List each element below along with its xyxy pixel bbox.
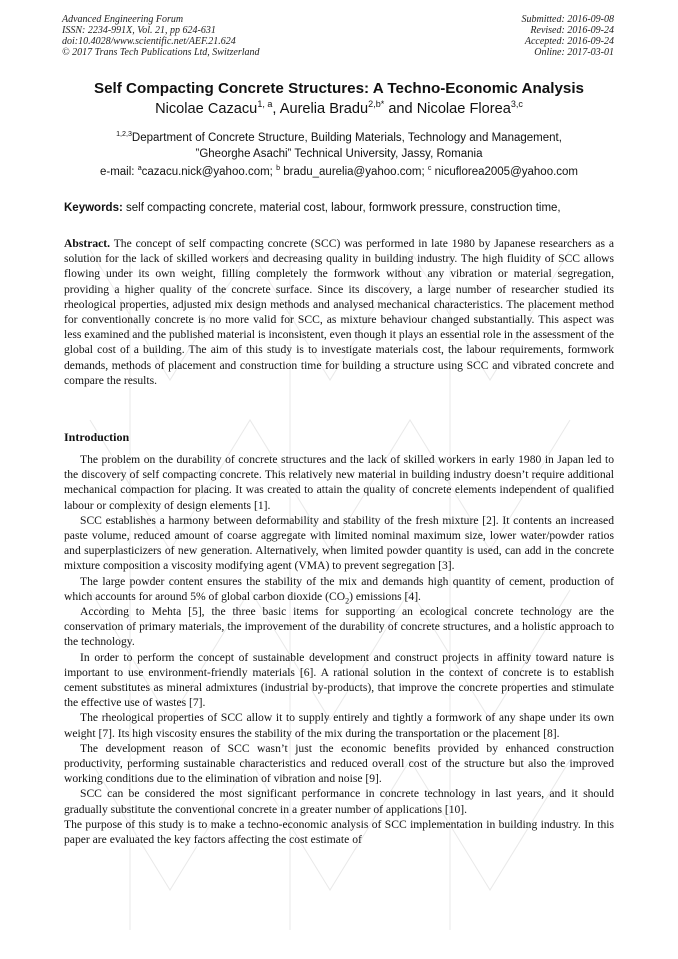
revised-date: Revised: 2016-09-24 [530,25,614,36]
author-superscript: 2,b* [368,99,385,110]
author-superscript: 3,c [510,99,523,110]
publication-dates [522,14,615,58]
affiliation [40,130,638,162]
email-superscript: b [276,164,281,173]
affiliation-superscript: 1,2,3 [116,130,132,139]
paragraph: SCC can be considered the most significant performance in concrete technology in last years, and it should gradually substitute the conventional concrete in a greater number of applications [10]. [64,787,614,816]
paragraph: According to Mehta [5], the three basic items for supporting an ecological concrete technology are the conservation of primary materials, the improvement of the durability of concrete structures, and a holistic approach to the technology. [64,605,614,649]
email-label: e-mail: [99,166,138,178]
section-heading-introduction: Introduction [64,430,130,444]
copyright-line: © 2017 Trans Tech Publications Ltd, Switzerland [62,47,260,58]
affiliation-line-1: Department of Concrete Structure, Building Materials, Technology and Management, [131,132,562,144]
paragraph: SCC establishes a harmony between deformability and stability of the fresh mixture [2]. It contents an increased paste volume, reduced amount of coarse aggregate with limited nominal maximum size, lower water/powder ratios and superplasticizers of new generation. Alternatively, when limited powder quantity is used, can add in the concrete mixture composition a viscosity modifying agent (VMA) to prevent segregation [3]. [64,513,614,573]
paragraph [64,574,614,604]
keywords [64,202,624,214]
online-date: Online: 2017-03-01 [534,47,614,58]
author-name: Nicolae Florea [416,101,511,117]
abstract [64,236,614,388]
author-name: Aurelia Bradu [279,101,369,117]
paragraph: The development reason of SCC wasn’t just the economic benefits provided by enhanced construction productivity, performing sustainable characteristics and reduced overall cost of the structure but also the improved working conditions due to the elimination of vibration and noise [9]. [64,741,614,786]
doi-line: doi:10.4028/www.scientific.net/AEF.21.624 [62,36,236,47]
email-address[interactable]: bradu_aurelia@yahoo.com; [280,166,428,178]
accepted-date: Accepted: 2016-09-24 [524,36,614,47]
keywords-text: self compacting concrete, material cost, labour, formwork pressure, construction time, [122,202,561,214]
subscript: 2 [345,596,350,606]
paragraph: The problem on the durability of concrete structures and the lack of skilled workers in early 1980 in Japan led to the discovery of self compacting concrete. This relatively new material in building industry doesn’t require additional mechanical compaction for placing. It was created to attain the quality of concrete elements independent of qualified labour or complexity of design elements [1]. [64,453,614,512]
submitted-date: Submitted: 2016-09-08 [521,14,614,25]
email-superscript: c [427,164,432,173]
introduction-body [64,452,614,847]
author-separator: , [272,101,280,117]
affiliation-line-2: ”Gheorghe Asachi” Technical University, Jassy, Romania [195,148,483,160]
journal-name: Advanced Engineering Forum [62,14,184,25]
paper-title: Self Compacting Concrete Structures: A Techno-Economic Analysis [93,80,585,97]
paragraph-text: The large powder content ensures the stability of the mix and demands high quantity of cement, production of which accounts for around 5% of global carbon dioxide (CO [64,574,614,603]
journal-info [62,14,260,58]
paragraph: The rheological properties of SCC allow it to supply entirely and tightly a formwork of any shape under its own weight [7]. Its high viscosity ensures the stability of the mix during the transportation or the placement [8]. [64,711,614,740]
author-name: Nicolae Cazacu [155,101,258,117]
author-separator: and [384,101,417,117]
issn-line: ISSN: 2234-991X, Vol. 21, pp 624-631 [62,25,216,36]
email-address[interactable]: cazacu.nick@yahoo.com; [141,166,277,178]
keywords-label: Keywords: [64,202,123,214]
abstract-label: Abstract. [64,237,111,250]
paragraph: In order to perform the concept of sustainable development and construct projects in affinity toward nature is important to use environment-friendly materials [6]. A rational solution in the context of concrete is to establish cement substitutes as mineral admixtures (industrial by-products), that improve the concrete properties and stimulate the effective use of wastes [7]. [64,650,614,710]
email-address[interactable]: nicuflorea2005@yahoo.com [431,166,579,178]
email-superscript: a [137,164,142,173]
paragraph: The purpose of this study is to make a techno-economic analysis of SCC implementation in building industry. In this paper are evaluated the key factors affecting the cost estimate of [64,817,614,847]
author-emails [40,166,638,178]
author-list [40,101,638,117]
paragraph-text: ) emissions [4]. [349,589,421,603]
abstract-text: The concept of self compacting concrete (SCC) was performed in late 1980 by Japanese researchers as a solution for the lack of skilled workers and decreasing quality in building industry. The high fluidity of SCC allows flowing under its own weight, filling completely the formwork without any vibration or material segregation, providing a higher quality of the concrete surface. Since its discovery, a large number of researcher studied its rheological properties, adjusted mix design methods and analysed mechanical characteristics. The placement method for conventionally concrete is no more valid for SCC, as mixture behaviour changed substantially. This aspect was less examined and the published material is inconsistent, even though it plays an essential role in the assessment of the global cost of a building. The aim of this study is to investigate materials cost, the labour requirements, formwork demands, methods of placement and construction time for building a structure using SCC and vibrated concrete and compare the results. [64,237,614,387]
author-superscript: 1, a [257,99,273,110]
